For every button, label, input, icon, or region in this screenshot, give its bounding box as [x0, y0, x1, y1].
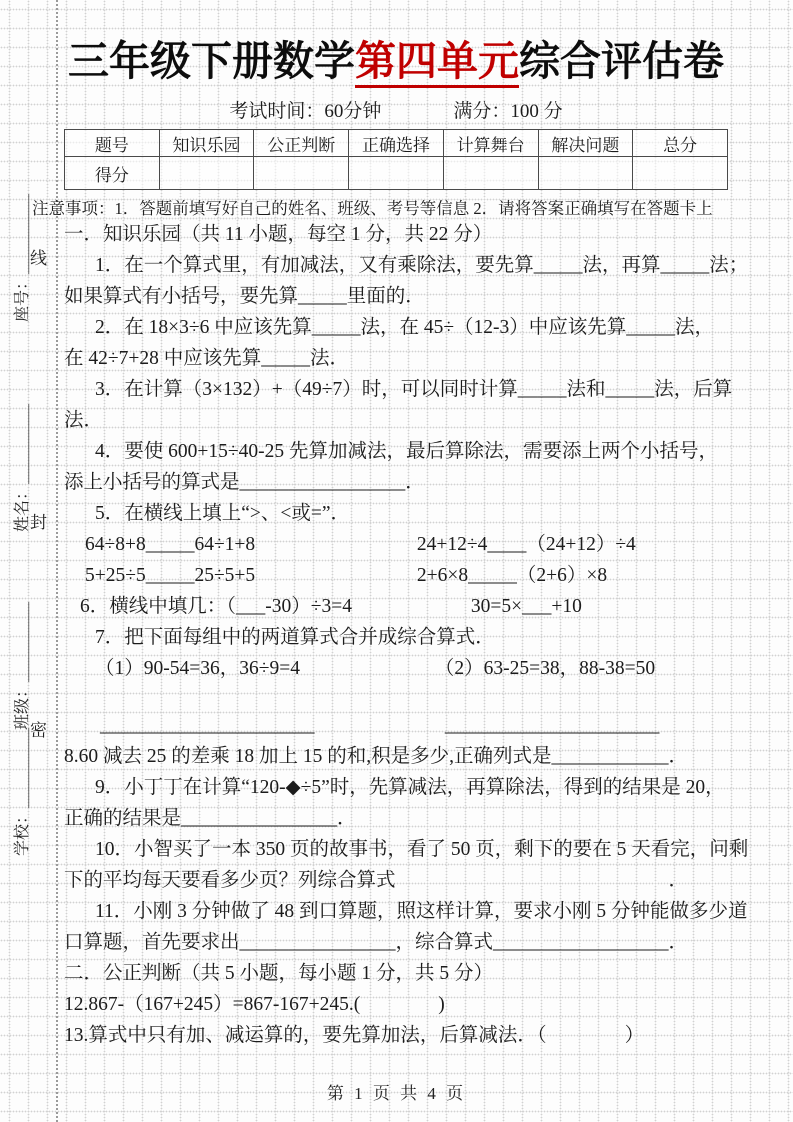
question-8-line: 8.60 减去 25 的差乘 18 加上 15 的和,积是多少,正确列式是____________．	[64, 746, 689, 767]
answer-blank: ______________________	[444, 715, 660, 736]
score-header-cell: 总分	[633, 130, 728, 157]
score-table-score-row	[65, 157, 728, 190]
seal-dotted-line	[56, 0, 58, 1122]
question-10-line-2: 下的平均每天要看多少页？列综合算式 ．	[64, 870, 689, 891]
equation-group: （1）90-54=36，36÷9=4	[95, 658, 300, 679]
title-prefix: 三年级下册数学	[68, 38, 355, 84]
question-2-line-2: 在 42÷7+28 中应该先算_____法．	[64, 348, 349, 369]
seal-char-feng: 封	[30, 513, 47, 532]
seat-number-field: 座号：＿＿＿＿＿	[14, 194, 31, 323]
score-table	[64, 129, 728, 190]
score-label-cell: 得分	[65, 157, 160, 190]
page-title	[64, 34, 728, 88]
title-unit-highlight: 第四单元	[355, 38, 519, 88]
seal-char-line: 线	[30, 249, 47, 268]
score-header-cell: 计算舞台	[443, 130, 538, 157]
student-name-field: 姓名：＿＿＿＿＿	[14, 404, 31, 533]
full-score: 满分：100 分	[453, 101, 563, 122]
question-3-line-2: 法．	[64, 410, 104, 431]
title-suffix: 综合评估卷	[519, 38, 724, 84]
fill-number-item: 6．横线中填几：（___-30）÷3=4	[80, 596, 352, 617]
question-9-line-2: 正确的结果是________________．	[64, 808, 357, 829]
question-10-line-1: 10．小智买了一本 350 页的故事书，看了 50 页，剩下的要在 5 天看完，问剩	[95, 839, 749, 860]
question-7-equations-row	[64, 653, 768, 684]
question-5-row-1	[64, 529, 768, 560]
compare-item: 5+25÷5_____25÷5+5	[85, 565, 256, 586]
question-1-line-1: 1．在一个算式里，有加减法，又有乘除法，要先算_____法，再算_____法；	[95, 255, 749, 276]
score-empty-cell	[538, 157, 633, 190]
answer-blank-row	[64, 710, 768, 741]
question-4-line-1: 4．要使 600+15÷40-25 先算加减法，最后算除法，需要添上两个小括号，	[95, 441, 718, 462]
compare-item: 24+12÷4____（24+12）÷4	[416, 534, 636, 555]
equation-group: （2）63-25=38，88-38=50	[434, 658, 656, 679]
header	[32, 34, 728, 219]
score-header-cell: 知识乐园	[159, 130, 254, 157]
school-field: 学校：＿＿＿＿＿	[14, 728, 31, 857]
question-9-line-1: 9．小丁丁在计算“120-◆÷5”时，先算减法，再算除法，得到的结果是 20，	[95, 777, 725, 798]
score-empty-cell	[254, 157, 349, 190]
question-7-prompt: 7．把下面每组中的两道算式合并成综合算式．	[95, 627, 495, 648]
question-2-line-1: 2．在 18×3÷6 中应该先算_____法，在 45÷（12-3）中应该先算_____法，	[95, 317, 715, 338]
question-13-line: 13.算式中只有加、减运算的，要先算加法，后算减法．（ ）	[64, 1025, 645, 1046]
exam-time: 考试时间：60分钟	[229, 101, 382, 122]
question-11-line-2: 口算题，首先要求出________________，综合算式__________________．	[64, 932, 689, 953]
score-empty-cell	[443, 157, 538, 190]
score-empty-cell	[349, 157, 444, 190]
score-table-header-row	[65, 130, 728, 157]
score-header-cell: 正确选择	[349, 130, 444, 157]
question-5-row-2	[64, 560, 768, 591]
score-header-cell: 解决问题	[538, 130, 633, 157]
question-12-line: 12.867-（167+245）=867-167+245.( )	[64, 994, 445, 1015]
section-1-heading: 一．知识乐园（共 11 小题，每空 1 分，共 22 分）	[64, 224, 493, 245]
question-5-prompt: 5．在横线上填上“>、<或=”．	[95, 503, 351, 524]
score-header-cell: 公正判断	[254, 130, 349, 157]
score-empty-cell	[633, 157, 728, 190]
page-number: 第 1 页 共 4 页	[326, 1084, 467, 1103]
score-empty-cell	[159, 157, 254, 190]
question-1-line-2: 如果算式有小括号，要先算_____里面的．	[64, 286, 425, 307]
seal-char-mi: 密	[30, 721, 47, 740]
question-4-line-2: 添上小括号的算式是_________________．	[64, 472, 425, 493]
question-11-line-1: 11．小刚 3 分钟做了 48 到口算题，照这样计算，要求小刚 5 分钟能做多少道	[95, 901, 748, 922]
class-field: 班级：＿＿＿＿＿	[14, 602, 31, 731]
answer-blank: ______________________	[100, 715, 315, 736]
compare-item: 64÷8+8_____64÷1+8	[85, 534, 256, 555]
score-header-cell: 题号	[65, 130, 160, 157]
question-3-line-1: 3．在计算（3×132）+（49÷7）时，可以同时计算_____法和_____法，后算	[95, 379, 733, 400]
compare-item: 2+6×8_____（2+6）×8	[416, 565, 608, 586]
notice-line: 注意事项：1．答题前填写好自己的姓名、班级、考号等信息 2．请将答案正确填写在答题卡上	[32, 199, 713, 218]
question-body	[64, 219, 768, 1051]
question-6-row	[64, 591, 768, 622]
exam-meta	[64, 96, 728, 123]
section-2-heading: 二．公正判断（共 5 小题，每小题 1 分，共 5 分）	[64, 963, 494, 984]
fill-number-item: 30=5×___+10	[470, 596, 582, 617]
